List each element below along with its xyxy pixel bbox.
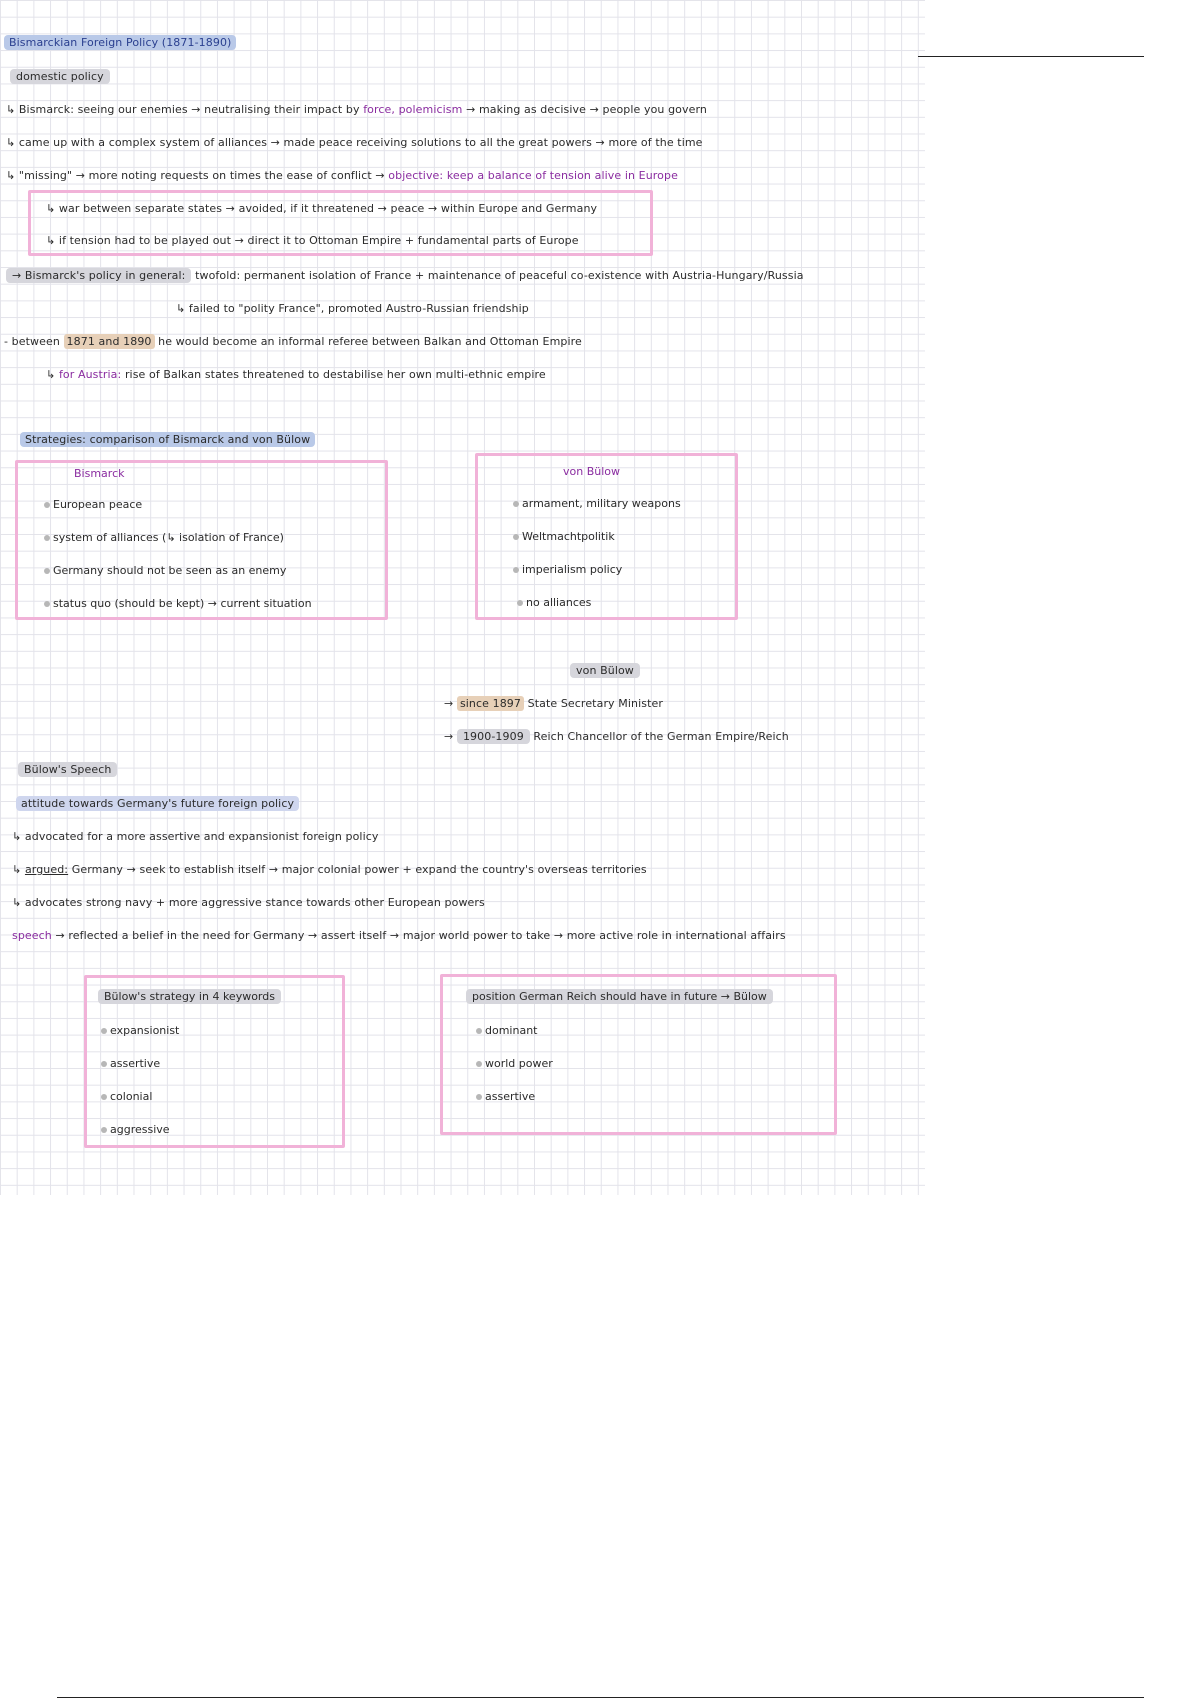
strategies-heading: Strategies: comparison of Bismarck and von Bülow <box>20 433 315 446</box>
page-title: Bismarckian Foreign Policy (1871-1890) <box>4 36 236 49</box>
bullet-icon <box>44 502 50 508</box>
bullet-icon <box>101 1028 107 1034</box>
domestic-line-2: ↳ came up with a complex system of alliances → made peace receiving solutions to all the great powers → more of the time <box>6 136 703 149</box>
speech-line-2: ↳ argued: Germany → seek to establish itself → major colonial power + expand the country's overseas territories <box>12 863 647 876</box>
bulow-item: imperialism policy <box>513 563 622 576</box>
bullet-icon <box>513 567 519 573</box>
bismarck-item: status quo (should be kept) → current situation <box>44 597 312 610</box>
bulow-bio-title: von Bülow <box>570 664 640 677</box>
bismarck-item: Germany should not be seen as an enemy <box>44 564 286 577</box>
domestic-line-1: ↳ Bismarck: seeing our enemies → neutralising their impact by force, polemicism → making as decisive → people you govern <box>6 103 707 116</box>
bullet-icon <box>513 534 519 540</box>
bullet-icon <box>44 601 50 607</box>
arrow-right-icon: → <box>444 697 454 710</box>
bottom-rule <box>57 1697 1144 1698</box>
speech-line-4: speech → reflected a belief in the need for Germany → assert itself → major world power to take → more active role in international affairs <box>12 929 786 942</box>
bismarck-policy-sub: ↳ failed to "polity France", promoted Austro-Russian friendship <box>176 302 529 315</box>
bullet-icon <box>476 1028 482 1034</box>
top-right-rule <box>918 56 1144 57</box>
bullet-icon <box>101 1061 107 1067</box>
keyword-item: assertive <box>101 1057 160 1070</box>
tension-line-1: ↳ war between separate states → avoided, if it threatened → peace → within Europe and Germany <box>46 202 598 215</box>
bullet-icon <box>44 568 50 574</box>
speech-line-1: ↳ advocated for a more assertive and expansionist foreign policy <box>12 830 379 843</box>
bulow-box-title: von Bülow <box>563 465 621 478</box>
keyword-item: colonial <box>101 1090 152 1103</box>
bismarck-item: European peace <box>44 498 142 511</box>
bulow-item: no alliances <box>517 596 591 609</box>
speech-line-3: ↳ advocates strong navy + more aggressive stance towards other European powers <box>12 896 485 909</box>
referee-line: - between 1871 and 1890 he would become an informal referee between Balkan and Ottoman Empire <box>4 335 582 348</box>
bismarck-item: system of alliances (↳ isolation of France) <box>44 531 284 544</box>
bulow-bio-line-1: → since 1897 State Secretary Minister <box>444 697 663 710</box>
bullet-icon <box>513 501 519 507</box>
keyword-item: expansionist <box>101 1024 179 1037</box>
arrow-right-icon: → <box>444 730 454 743</box>
keywords-box-title: Bülow's strategy in 4 keywords <box>98 990 281 1003</box>
bullet-icon <box>101 1127 107 1133</box>
position-box-title: position German Reich should have in future → Bülow <box>466 990 773 1003</box>
position-item: dominant <box>476 1024 537 1037</box>
domestic-line-3: ↳ "missing" → more noting requests on times the ease of conflict → objective: keep a balance of tension alive in Europe <box>6 169 678 182</box>
tension-line-2: ↳ if tension had to be played out → direct it to Ottoman Empire + fundamental parts of Europe <box>46 234 579 247</box>
bullet-icon <box>44 535 50 541</box>
position-item: world power <box>476 1057 553 1070</box>
bullet-icon <box>476 1061 482 1067</box>
bismarck-policy-summary: → Bismarck's policy in general: twofold: permanent isolation of France + maintenance of peaceful co-existence with Austria-Hungary/Russia <box>6 269 804 282</box>
bullet-icon <box>101 1094 107 1100</box>
bulow-item: Weltmachtpolitik <box>513 530 615 543</box>
bullet-icon <box>476 1094 482 1100</box>
bismarck-box-title: Bismarck <box>74 467 125 480</box>
bullet-icon <box>517 600 523 606</box>
speech-subheading: attitude towards Germany's future foreign policy <box>16 797 299 810</box>
speech-heading: Bülow's Speech <box>18 763 117 776</box>
keyword-item: aggressive <box>101 1123 170 1136</box>
domestic-heading: domestic policy <box>10 70 110 83</box>
position-item: assertive <box>476 1090 535 1103</box>
bulow-item: armament, military weapons <box>513 497 681 510</box>
austria-line: ↳ for Austria: rise of Balkan states threatened to destabilise her own multi-ethnic empire <box>46 368 546 381</box>
corner-arrow-icon: ↳ <box>12 863 22 876</box>
corner-arrow-icon: ↳ <box>46 368 56 381</box>
bulow-bio-line-2: → 1900-1909 Reich Chancellor of the German Empire/Reich <box>444 730 789 743</box>
